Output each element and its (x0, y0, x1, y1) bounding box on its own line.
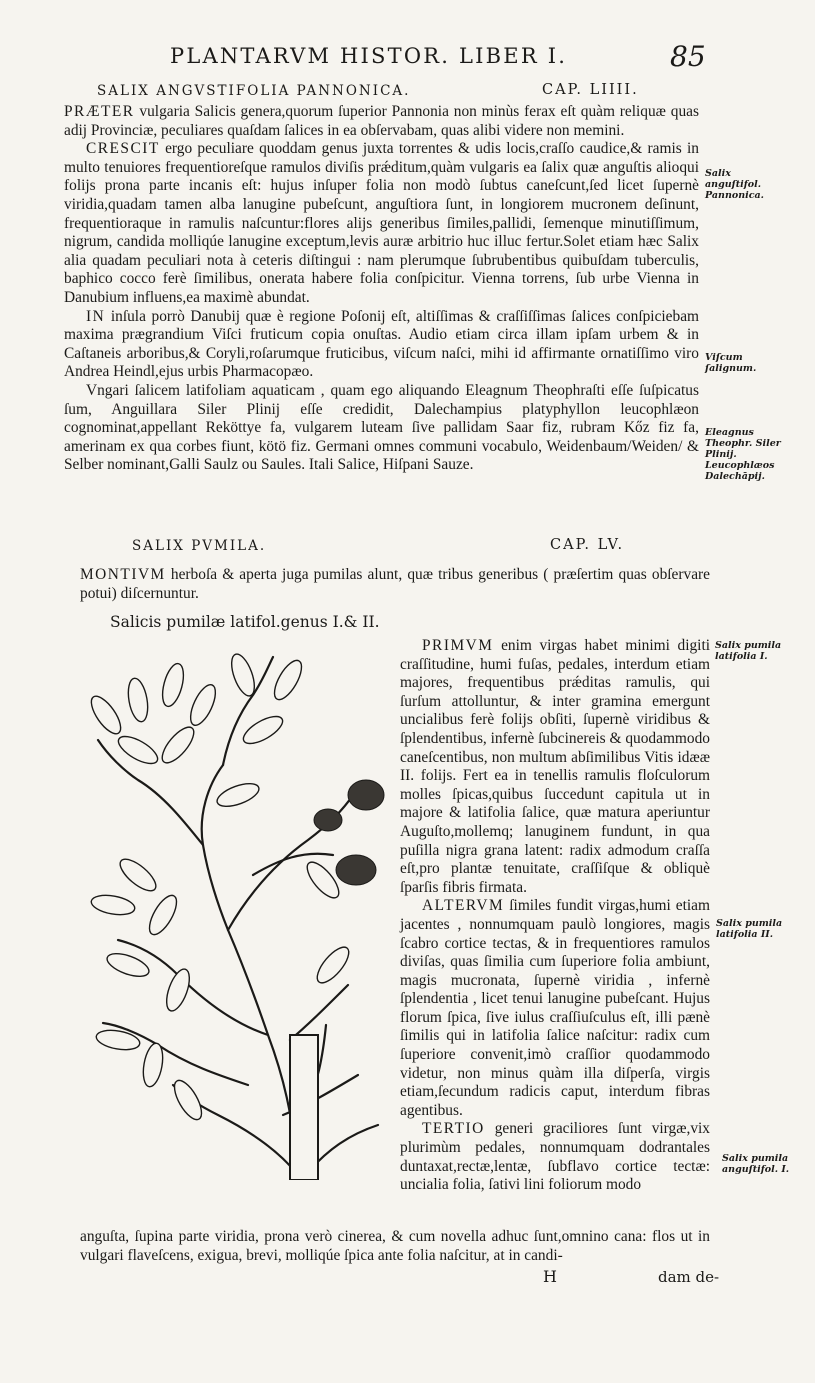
paragraph (400, 637, 710, 897)
willow-woodcut-illustration (78, 645, 398, 1180)
paragraph-lead: MONTIVM (80, 566, 166, 583)
paragraph-body: anguſta, ſupina parte viridia, prona verò cinerea, & cum novella adhuc ſunt,omnino cana: flos ut in vulgari flaveſcens, exigua, brevi, molliqúe ſpica ante folia naſcitur, at in candi- (80, 1228, 710, 1264)
page-number: 85 (670, 40, 706, 73)
paragraph-lead: PRÆTER (64, 103, 135, 120)
chapter-text-continuation (80, 1228, 710, 1265)
paragraph (64, 382, 699, 475)
paragraph-body: vulgaria Salicis genera,quorum ſuperior Pannonia non minùs ferax eſt quàm reliquæ quas adij Provinciæ, peculiares quaſdam ſalices in ea obſervabam, quas alibi videre non memini. (64, 103, 699, 139)
catchword: dam de- (658, 1268, 720, 1286)
paragraph-body: generi graciliores ſunt virgæ,vix plurimùm pedales, nonnumquam dodrantales duntaxat,rectæ,lentæ, ſubflavo cortice tectæ: uncialia folia, ſativi lini foliorum modo (400, 1120, 710, 1194)
paragraph (64, 140, 699, 307)
paragraph (64, 308, 699, 382)
paragraph-lead: ALTERVM (422, 897, 505, 915)
chapter-intro (80, 566, 710, 603)
paragraph-body: ergo peculiare quoddam genus juxta torrentes & udis locis,craſſo caudice,& ramis in multo tenuiores frequentioreſque ramulos diviſis prǽditum,quàm vulgaris ea ſalix quæ anguſtis alioqui folijs prona parte incanis eſt: hujus inſuper folia non modò ſubtus caneſcunt,ſed licet ſupernè viridia,quadam tamen alba lanugine pubeſcunt, anguſtiora ſunt, in longiorem mucronem deſinunt, frequentioraque in ramulis naſcuntur:flores alijs generibus ſimiles,pallidi, ſemenque minutiſſimum, nigrum, candida molliqúe lanugine exceptum,levis auræ arbitrio huc illuc fertur.Solet etiam hæc Salix alia quadam peculiari nota à ceteris diſtingui : nam plerumque ſubrubentibus quibuſdam tuberculis, baphico cocco ferè ſimilibus, onerata habere folia conſpicitur. Vienna torrens, ſub urbe Vienna in Danubium influens,ea maximè abundat. (64, 140, 699, 306)
chapter-number: CAP. LIIII. (542, 82, 639, 98)
paragraph-lead: PRIMVM (422, 637, 494, 654)
paragraph (80, 1228, 710, 1265)
margin-note: Viſcum ſalignum. (705, 352, 757, 374)
paragraph-lead: TERTIO (422, 1120, 485, 1138)
paragraph-body: enim virgas habet minimi digiti craſſitudine, humi fuſas, pedales, interdum etiam majores, frequentibus prǽditas ramulis, qui ſurſum attolluntur, & inter gramina emergunt uncialibus ferè folijs obſiti, ſupernè viridibus & ſplendentibus, infernè ſubcinereis & quodammodo caneſcentibus, non multum abſimilibus Vitis idææ II. folijs. Fert ea in tenellis ramulis floſculorum molles ſpicas,quibus ſuccedunt capitula ut in majore & latifolia ſalice, quæ matura aperiuntur Auguſto,mollemq; lanuginem fundunt, in qua puſilla nigra grana latent: radix admodum craſſa eſt,pro plantæ tenuitate, craſſiſque & obliquè ſparſis fibris firmata. (400, 637, 710, 896)
paragraph-body: Vngari ſalicem latifoliam aquaticam , quam ego aliquando Eleagnum Theophraſti eſſe ſuſpicatus ſum, Anguillara Siler Plinij eſſe credidit, Dalechampius platyphyllon leucophlæon cognominat,appellant Reköttye fa, vulgarem luteam ſive pallidam Saar fiz, rubram Kőz fiz fa, amerinam ex qua corbes fiunt, kötö fiz. Germani omnes communi vocabulo, Weidenbaum/Weiden/ & Selber nominant,Galli Saulz ou Saules. Itali Salice, Hiſpani Sauze. (64, 381, 699, 474)
margin-note: Salix anguſtifol. Pannonica. (705, 168, 764, 201)
paragraph-lead: IN (86, 307, 106, 325)
paragraph (64, 103, 699, 140)
paragraph (80, 566, 710, 603)
figure-caption: Salicis pumilæ latifol.genus I.& II. (110, 613, 380, 631)
chapter-title: SALIX PVMILA. (132, 538, 267, 554)
chapter-text (64, 103, 699, 475)
paragraph (400, 897, 710, 1120)
margin-note: Salix pumila latifolia I. (715, 640, 782, 662)
paragraph (400, 1120, 710, 1194)
margin-note: Salix pumila latifolia II. (716, 918, 783, 940)
paragraph-body: inſula porrò Danubij quæ è regione Poſonij eſt, altiſſimas & craſſiſſimas ſalices conſpiciebam maxima prægrandium Viſci fruticum copia onuſtas. Audio etiam circa illam ipſam urbem & in Caſtaneis arboribus,& Coryli,roſarumque fruticibus, viſcum naſci, mihi id affirmante ornatiſſimo viro Andrea Heindl,ejus urbis Pharmacopæo. (64, 307, 700, 381)
chapter-title: SALIX ANGVSTIFOLIA PANNONICA. (97, 83, 411, 99)
paragraph-lead: CRESCIT (86, 140, 160, 158)
margin-note: Eleagnus Theophr. Siler Plinij. Leucophlæos Dalechāpij. (705, 427, 781, 482)
chapter-text-right-column (400, 637, 710, 1195)
paragraph-body: ſimiles fundit virgas,humi etiam jacentes , nonnumquam paulò longiores, magis ſcabro cortice tectas, & in frequentiores ramulos diviſas, quas ſimilia cum ſuperiore folia ambiunt, magis mucronata, ſupernè viridia , infernè ſplendentia , licet tenui lanugine pubeſcant. Hujus florum ſpica, ſive iulus craſſiuſculus eſt, illi pænè ſimilis qui in latifolia ſalice naſcitur: radix cum ſuperiore convenit,imò craſſior quodammodo videtur, non minus quàm illa diſperſa, virgis etiam,ſecundum radicis caput, interdum fibras agentibus. (400, 897, 710, 1119)
paragraph-body: herboſa & aperta juga pumilas alunt, quæ tribus generibus ( præſertim quas obſervare potui) diſcernuntur. (80, 566, 710, 602)
margin-note: Salix pumila anguſtifol. I. (722, 1153, 790, 1175)
chapter-number: CAP. LV. (550, 537, 625, 553)
signature-mark: H (543, 1267, 557, 1286)
running-title: PLANTARVM HISTOR. LIBER I. (170, 44, 568, 68)
